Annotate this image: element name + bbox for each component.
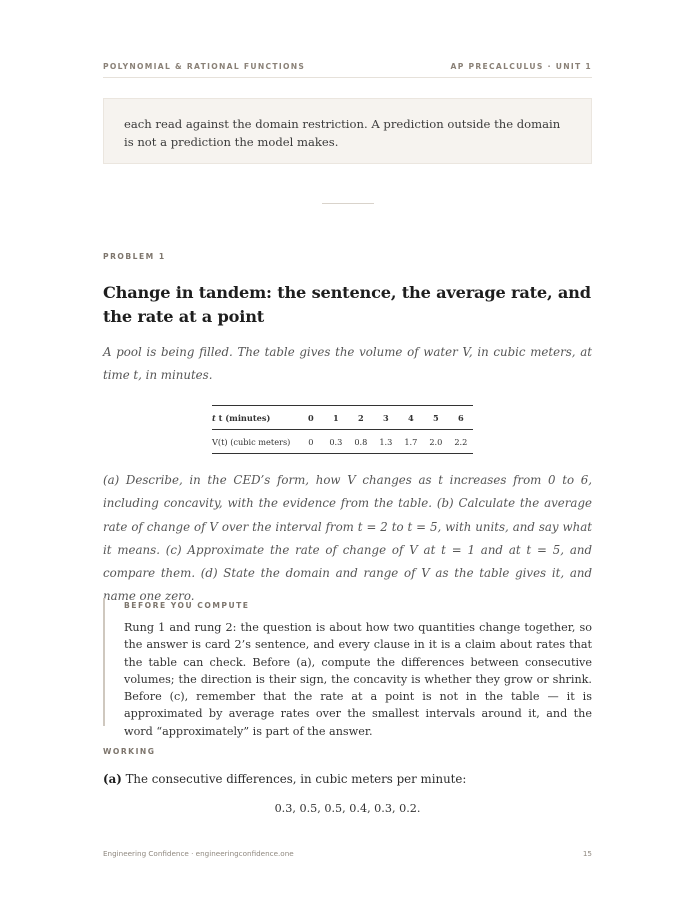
working-label: WORKING — [103, 747, 156, 756]
problem-intro: A pool is being filled. The table gives the volume of water V, in cubic meters, at time t, in minutes. — [103, 345, 592, 382]
table-cell: 0.3 — [323, 430, 348, 454]
working-part-a — [103, 770, 592, 788]
table-row-label: V(t) (cubic meters) — [212, 430, 298, 454]
table-row-label: t t (minutes) — [212, 406, 298, 430]
table-row-time — [212, 406, 473, 430]
data-table — [212, 405, 473, 454]
part-a-text: The consecutive differences, in cubic meters per minute: — [125, 772, 467, 786]
problem-label: PROBLEM 1 — [103, 252, 166, 261]
table-cell: 0 — [298, 406, 323, 430]
callout-text: each read against the domain restriction. A prediction outside the domain is not a prediction the model makes. — [124, 117, 561, 149]
before-text: Rung 1 and rung 2: the question is about how two quantities change together, so the answer is card 2’s sentence, and every clause in it is a claim about rates that the table can check. Before (a), compute the differences between consecutive volumes; the direction is their sign, the concavity is whether they grow or shrink. Before (c), remember that the rate at a point is not in the table — it is approximated by average rates over the smallest intervals around it, and the word “approximately” is part of the answer. — [124, 621, 592, 738]
before-label: BEFORE YOU COMPUTE — [124, 601, 250, 610]
table-cell: 5 — [423, 406, 448, 430]
problem-title: Change in tandem: the sentence, the average rate, and the rate at a point — [103, 283, 591, 326]
table-cell: 2.2 — [448, 430, 473, 454]
callout-box — [103, 98, 592, 164]
running-header — [103, 62, 592, 78]
part-a-marker: (a) — [103, 772, 122, 786]
page-footer — [103, 849, 592, 858]
page-number: 15 — [582, 849, 592, 858]
table-cell: 2 — [348, 406, 373, 430]
time-unit-label: t (minutes) — [218, 412, 271, 423]
header-course-title: AP PRECALCULUS · UNIT 1 — [450, 62, 592, 71]
header-section-title: POLYNOMIAL & RATIONAL FUNCTIONS — [103, 62, 306, 71]
table-row-volume — [212, 430, 473, 454]
table-cell: 1.7 — [398, 430, 423, 454]
table-cell: 4 — [398, 406, 423, 430]
table-cell: 0 — [298, 430, 323, 454]
section-divider — [322, 203, 374, 204]
table-cell: 1 — [323, 406, 348, 430]
table-cell: 3 — [373, 406, 398, 430]
table-cell: 6 — [448, 406, 473, 430]
before-you-compute-box — [103, 598, 592, 738]
table-cell: 0.8 — [348, 430, 373, 454]
footer-source: Engineering Confidence · engineeringconfidence.one — [103, 849, 294, 858]
table-cell: 2.0 — [423, 430, 448, 454]
table-cell: 1.3 — [373, 430, 398, 454]
differences-list: 0.3, 0.5, 0.5, 0.4, 0.3, 0.2. — [274, 802, 421, 815]
problem-questions: (a) Describe, in the CED’s form, how V changes as t increases from 0 to 6, including concavity, with the evidence from the table. (b) Calculate the average rate of change of V over the interval from t = 2 to t = 5, with units, and say what it means. (c) Approximate the rate of change of V at t = 1 and at t = 5, and compare them. (d) State the domain and range of V as the table gives it, and name one zero. — [103, 473, 592, 604]
